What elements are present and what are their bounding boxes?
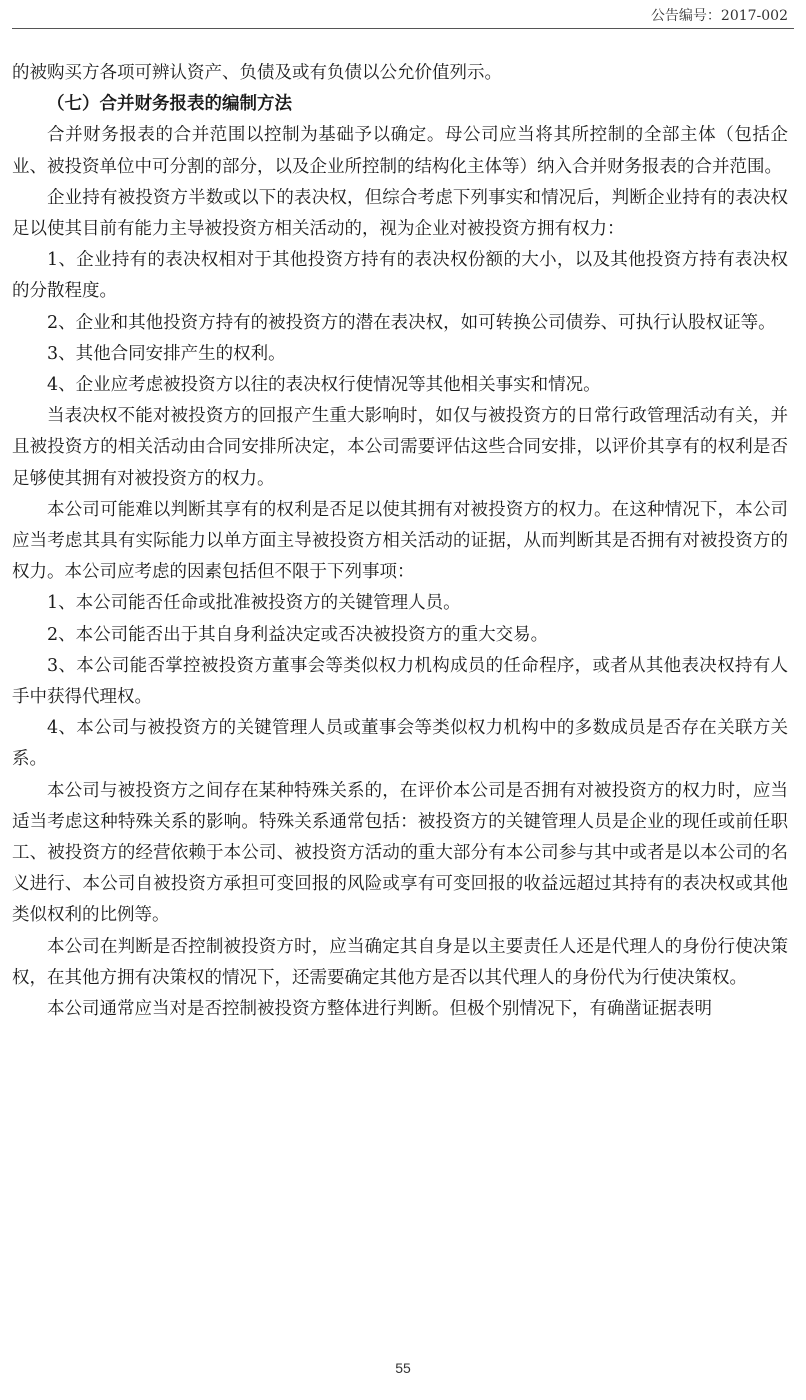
paragraph: 本公司可能难以判断其享有的权利是否足以使其拥有对被投资方的权力。在这种情况下，本公司应当考虑其具有实际能力以单方面主导被投资方相关活动的证据，从而判断其是否拥有对被投资方的权力。本公司应考虑的因素包括但不限于下列事项： <box>12 499 788 583</box>
document-body <box>12 58 788 1025</box>
list-item: 2、企业和其他投资方持有的被投资方的潜在表决权，如可转换公司债券、可执行认股权证等。 <box>47 312 776 333</box>
list-item: 3、其他合同安排产生的权利。 <box>47 343 286 364</box>
list-item: 3、本公司能否掌控被投资方董事会等类似权力机构成员的任命程序，或者从其他表决权持有人手中获得代理权。 <box>12 655 788 708</box>
list-item: 1、企业持有的表决权相对于其他投资方持有的表决权份额的大小，以及其他投资方持有表决权的分散程度。 <box>12 250 788 302</box>
paragraph: 合并财务报表的合并范围以控制为基础予以确定。母公司应当将其所控制的全部主体（包括企业、被投资单位中可分割的部分，以及企业所控制的结构化主体等）纳入合并财务报表的合并范围。 <box>12 125 788 177</box>
header-divider <box>12 28 794 29</box>
announcement-number: 公告编号：2017-002 <box>650 8 788 24</box>
paragraph: 当表决权不能对被投资方的回报产生重大影响时，如仅与被投资方的日常行政管理活动有关，并且被投资方的相关活动由合同安排所决定，本公司需要评估这些合同安排，以评价其享有的权利是否足够使其拥有对被投资方的权力。 <box>12 406 788 489</box>
paragraph: 企业持有被投资方半数或以下的表决权，但综合考虑下列事实和情况后，判断企业持有的表决权足以使其目前有能力主导被投资方相关活动的，视为企业对被投资方拥有权力： <box>12 187 788 240</box>
paragraph: 本公司在判断是否控制被投资方时，应当确定其自身是以主要责任人还是代理人的身份行使决策权，在其他方拥有决策权的情况下，还需要确定其他方是否以其代理人的身份代为行使决策权。 <box>12 936 788 988</box>
list-item: 4、企业应考虑被投资方以往的表决权行使情况等其他相关事实和情况。 <box>47 375 601 396</box>
page-header <box>0 0 806 30</box>
section-heading: （七）合并财务报表的编制方法 <box>47 94 292 115</box>
paragraph-continued: 的被购买方各项可辨认资产、负债及或有负债以公允价值列示。 <box>12 63 502 83</box>
list-item: 4、本公司与被投资方的关键管理人员或董事会等类似权力机构中的多数成员是否存在关联方关系。 <box>12 718 788 770</box>
list-item: 1、本公司能否任命或批准被投资方的关键管理人员。 <box>47 593 461 614</box>
page-number: 55 <box>395 1360 411 1376</box>
list-item: 2、本公司能否出于其自身利益决定或否决被投资方的重大交易。 <box>47 624 549 645</box>
paragraph: 本公司与被投资方之间存在某种特殊关系的，在评价本公司是否拥有对被投资方的权力时，应当适当考虑这种特殊关系的影响。特殊关系通常包括：被投资方的关键管理人员是企业的现任或前任职工、被投资方的经营依赖于本公司、被投资方活动的重大部分有本公司参与其中或者是以本公司的名义进行、本公司自被投资方承担可变回报的风险或享有可变回报的收益远超过其持有的表决权或其他类似权利的比例等。 <box>12 780 788 926</box>
paragraph: 本公司通常应当对是否控制被投资方整体进行判断。但极个别情况下，有确凿证据表明 <box>47 999 712 1020</box>
